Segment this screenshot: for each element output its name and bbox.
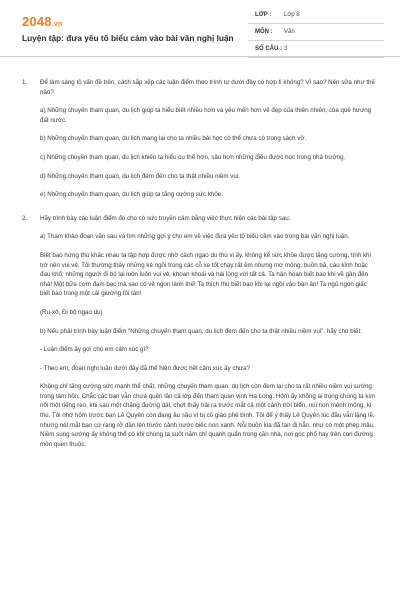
answer-option: c) Những chuyến tham quan, du lịch khiến ta hiểu cụ thể hơn, sâu hơn những điều được học trong nhà trường. xyxy=(40,153,346,161)
question-number: 2. xyxy=(22,214,28,222)
question-text: Để làm sáng tỏ vấn đề trên, cách sắp xếp các luận điểm theo trình tự dưới đây có hợp lí không? Vì sao? Nên sửa như thế nào? xyxy=(40,79,375,96)
answer-option: e) Những chuyến tham quan, du lịch giúp ta tăng cường sức khỏe. xyxy=(40,191,223,199)
sample-passage: Biết bao hứng thú khác nhau ta tập hợp được nhờ cách ngao du thú vị ấy, không kể sức khỏe được tăng cường, tính khí trở nên vui vẻ. Tôi thường thấy những kẻ ngồi trong các cỗ xe tốt chạy rất êm nhưng mơ mộng, buồn bã, cáu kỉnh hoặc đau khổ; những người đi bộ lại luôn luôn vui vẻ, khoan khoái và hài lòng với tất cả. Ta hân hoan biết bao khi về gần đến nhà! Một bữa cơm đạm bạc mà sao có vẻ ngon lành thế! Ta thích thú biết bao khi lại ngồi vào bàn ăn! Ta ngủ ngon giấc biết bao trong một cái giường tồi tàn! xyxy=(40,251,372,298)
task-b: b) Nếu phải trình bày luận điểm "Những chuyến tham quan, du lịch đem đến cho ta thật nhiều niềm vui", hãy cho biết: xyxy=(40,327,362,335)
sample-passage: Không chỉ tăng cường sức mạnh thể chất, những chuyến tham quan, du lịch còn đem lại cho ta rất nhiều niềm vui sướng trong tâm hồn. Chắc các bạn vẫn chưa quên lần cả lớp đến tham quan vịnh Hạ Long. Hôm ấy không ai trong chúng ta kìm nổi một tiếng reo, khi sau một chặng đường dài, chợt thấy trải ra trước mắt cả một cảnh trời biển, núi non mênh mông, kì thú. Tôi nhớ hôm trước bạn Lê Quyên còn đang âu sầu vì bị cô giáo phê bình. Tôi để ý thấy Lê Quyên lúc đầu vẫn lặng lẽ, nhưng nét mặt bạn cứ rạng rỡ dần lên trước cảnh nước biếc non xanh. Nỗi buồn kia đã tan đi hẳn, như có một phép màu. Niềm sung sướng ấy không thể có khi chúng ta suốt năm chỉ quanh quẩn trong căn nhà, nơi góc phố hay trên con đường mòn quen thuộc. xyxy=(40,383,376,448)
sub-question: - Theo em, đoạn nghị luận dưới đây đã thể hiện được hết cảm xúc ấy chưa? xyxy=(40,364,250,372)
task-a: a) Tham khảo đoạn văn sau và tìm những gợi ý cho em về việc đưa yếu tố biểu cảm vào trong bài văn nghị luận. xyxy=(40,233,350,241)
answer-option: d) Những chuyến tham quan, du lịch đem đến cho ta thật nhiều niềm vui. xyxy=(40,172,240,180)
site-logo[interactable]: 2048.vn xyxy=(22,14,63,29)
meta-label: LỚP : xyxy=(255,12,272,18)
question-list xyxy=(22,78,378,463)
passage-source: (Ru-xô, Đi bộ ngao du) xyxy=(40,308,103,316)
question-2 xyxy=(22,214,378,450)
meta-value: Lớp 8 xyxy=(284,12,300,18)
sub-question: - Luận điểm ấy gợi cho em cảm xúc gì? xyxy=(40,346,149,354)
answer-option: a) Những chuyến tham quan, du lịch giúp ta hiểu biết nhiều hơn và yêu mến hơn vẻ đẹp của thiên nhiên, của quê hương đất nước. xyxy=(40,107,372,124)
meta-row-grade xyxy=(248,10,384,24)
answer-option: b) Những chuyến tham quan, du lịch mang lại cho ta nhiều bài học có thể chưa có trong sách vở. xyxy=(40,135,307,143)
page-header xyxy=(0,0,400,57)
meta-label: SỐ CÂU : xyxy=(255,46,282,52)
meta-row-subject xyxy=(248,27,384,41)
page-title: Luyện tập: đưa yếu tố biểu cảm vào bài văn nghị luận xyxy=(22,33,234,43)
meta-label: MÔN : xyxy=(255,29,273,35)
question-1 xyxy=(22,78,378,200)
question-text: Hãy trình bày các luận điểm đó cho có sức truyền cảm bằng việc thực hiện các bài tập sau: xyxy=(40,214,291,222)
meta-table xyxy=(248,10,384,61)
meta-row-count xyxy=(248,44,384,58)
question-number: 1. xyxy=(22,79,28,86)
meta-value: Văn xyxy=(284,29,295,35)
meta-value: 3 xyxy=(284,46,288,52)
